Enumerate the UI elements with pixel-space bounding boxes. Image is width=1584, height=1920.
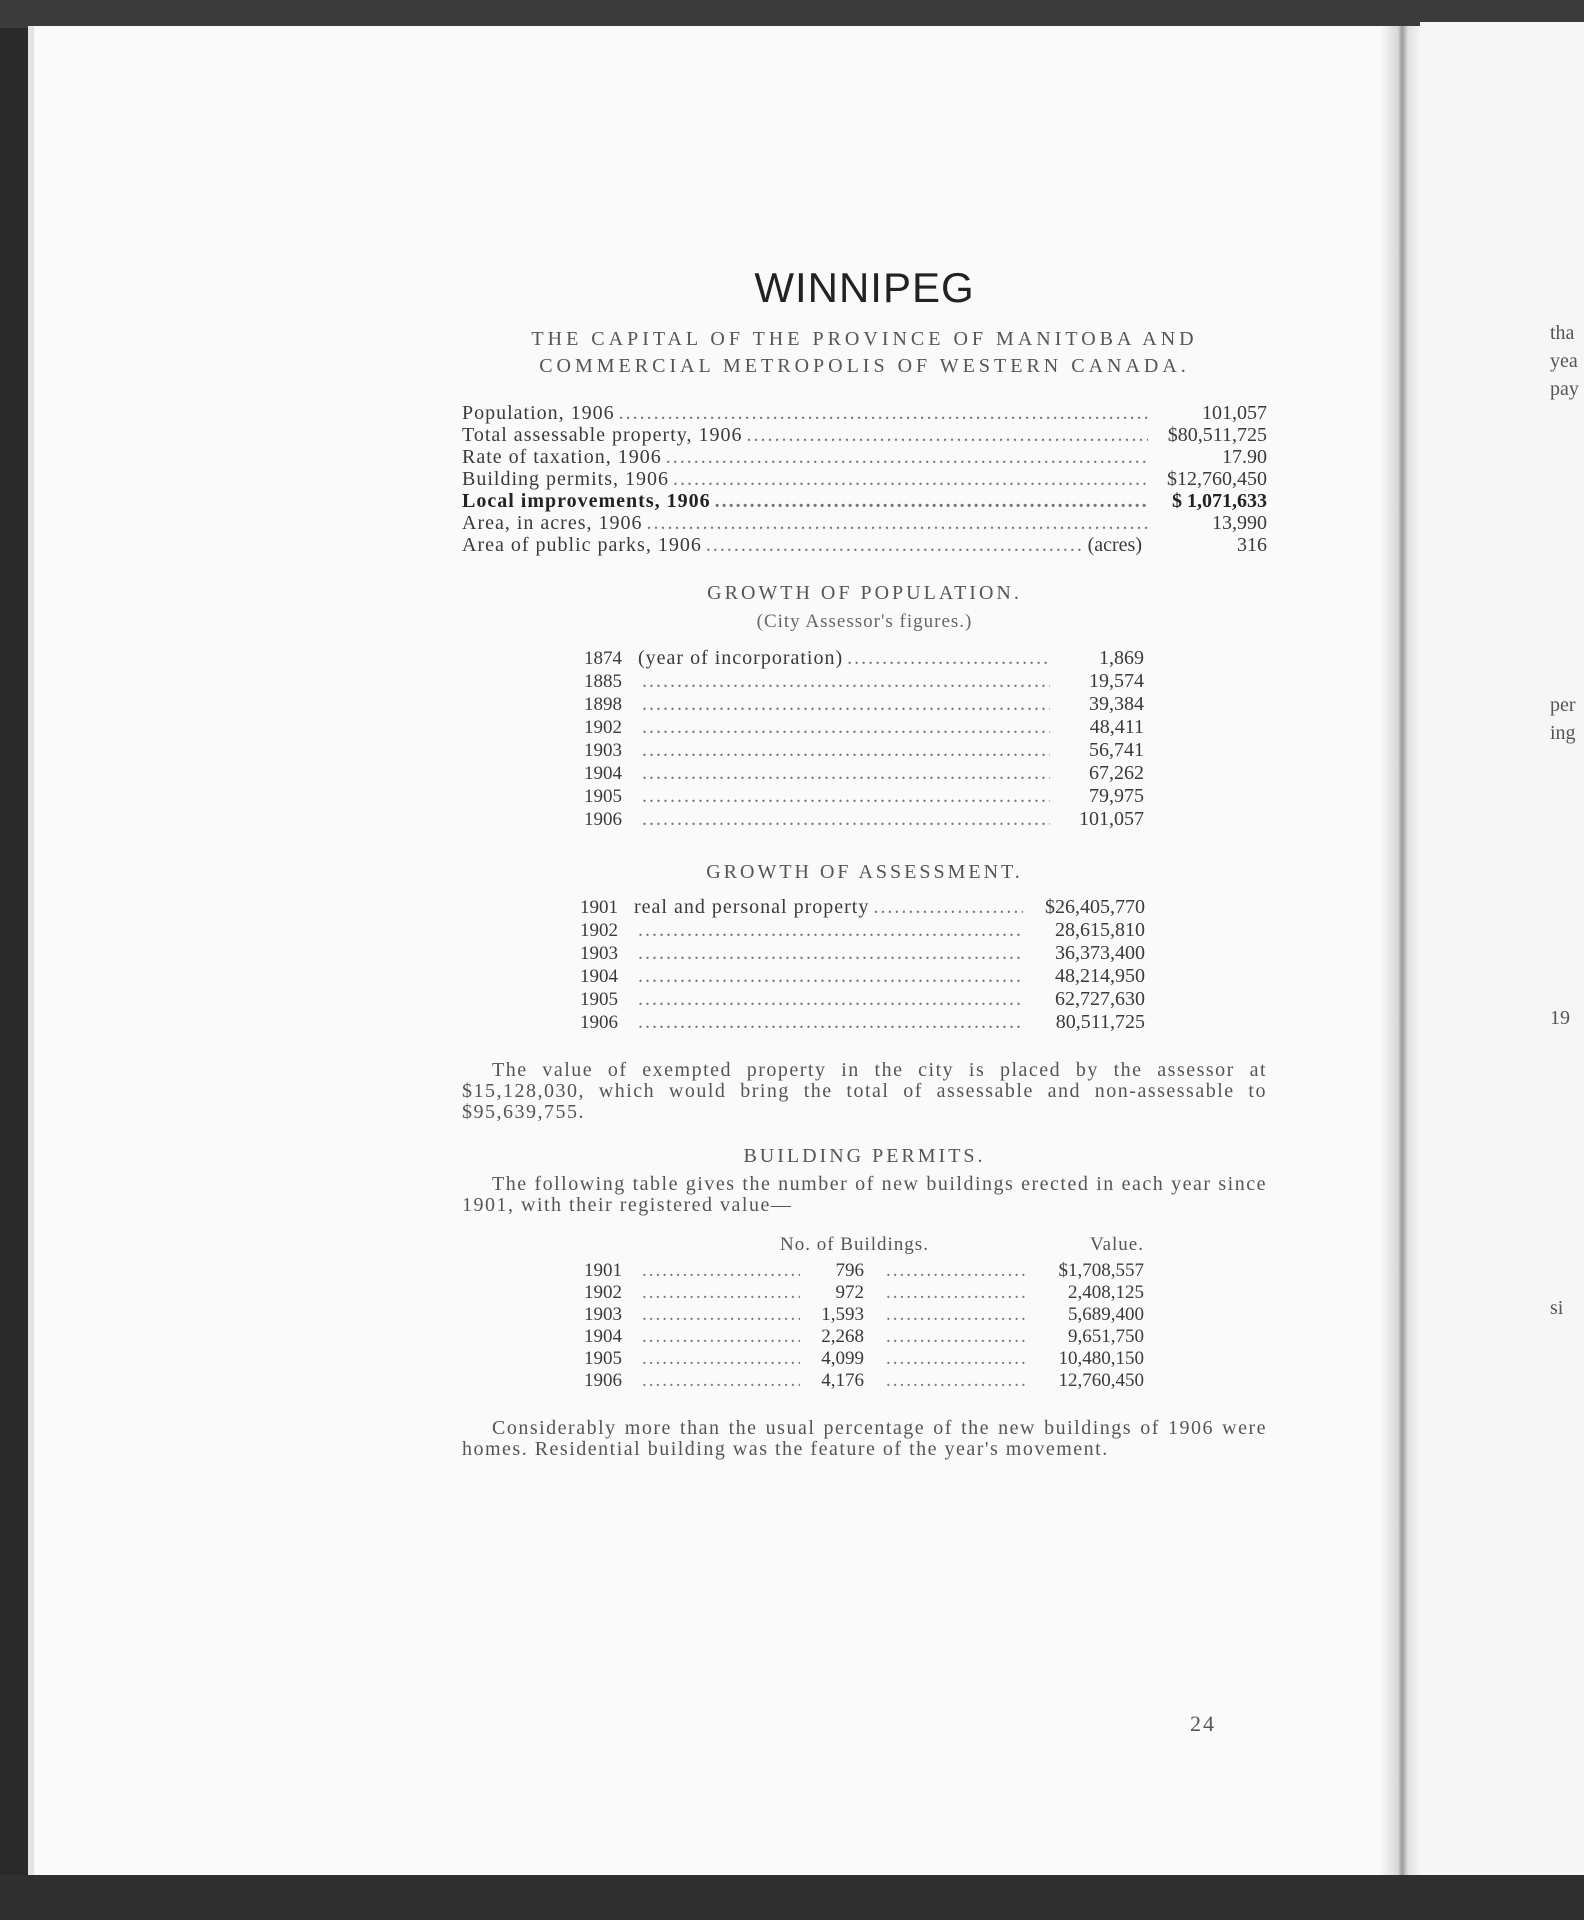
value-cell: 1,869: [1099, 647, 1144, 669]
value-cell: $26,405,770: [1045, 896, 1145, 918]
permits-column-headers: [584, 1234, 1144, 1256]
year-cell: 1904: [584, 763, 622, 784]
population-heading: GROWTH OF POPULATION.: [707, 582, 1022, 604]
stat-value: $80,511,725: [1167, 424, 1267, 446]
subtitle-line-1: THE CAPITAL OF THE PROVINCE OF MANITOBA AND: [531, 328, 1198, 350]
assessment-row: [580, 942, 1145, 965]
permit-row: [584, 1348, 1144, 1370]
leader-dots: [642, 1370, 800, 1392]
value-cell: 10,480,150: [1058, 1348, 1144, 1369]
stat-row: [462, 446, 1267, 468]
year-cell: 1905: [584, 786, 622, 807]
buildings-cell: 1,593: [821, 1304, 864, 1325]
leader-dots: [638, 919, 1023, 941]
permit-row: [584, 1260, 1144, 1282]
leader-dots: [642, 1326, 800, 1348]
assessment-table: [580, 896, 1145, 1034]
leader-dots: [673, 468, 1148, 490]
stat-label: Building permits, 1906: [462, 468, 669, 490]
leader-dots: [647, 512, 1149, 534]
page-content: [462, 256, 1267, 1736]
population-table: [584, 647, 1144, 831]
leader-dots: [886, 1348, 1026, 1370]
page-title: WINNIPEG: [754, 264, 975, 311]
stat-label: Total assessable property, 1906: [462, 424, 743, 446]
year-cell: 1902: [584, 1282, 622, 1303]
stat-label: Rate of taxation, 1906: [462, 446, 662, 468]
adjacent-fragment: pay: [1550, 378, 1579, 400]
year-cell: 1898: [584, 694, 622, 715]
year-cell: 1901: [580, 897, 618, 918]
population-row: [584, 647, 1144, 670]
population-row: [584, 762, 1144, 785]
leader-dots: [886, 1282, 1026, 1304]
assessment-row: [580, 1011, 1145, 1034]
leader-dots: [638, 1011, 1023, 1033]
value-cell: 36,373,400: [1055, 942, 1145, 964]
year-cell: 1904: [584, 1326, 622, 1347]
leader-dots: [642, 1348, 800, 1370]
assessment-heading: GROWTH OF ASSESSMENT.: [706, 861, 1023, 883]
leader-dots: [886, 1326, 1026, 1348]
population-subheading: (City Assessor's figures.): [756, 611, 973, 632]
value-cell: 48,411: [1089, 716, 1144, 738]
leader-dots: [619, 402, 1148, 424]
value-cell: 12,760,450: [1058, 1370, 1144, 1391]
col-value-header: Value.: [1089, 1234, 1144, 1255]
year-cell: 1906: [580, 1012, 618, 1033]
adjacent-fragment: 19: [1550, 1007, 1570, 1029]
assessment-row: [580, 919, 1145, 942]
leader-dots: [886, 1370, 1026, 1392]
leader-dots: [642, 739, 1050, 761]
year-cell: 1903: [584, 740, 622, 761]
population-row: [584, 670, 1144, 693]
stat-value: $12,760,450: [1167, 468, 1267, 490]
year-cell: 1905: [580, 989, 618, 1010]
stat-value: 17.90: [1222, 446, 1267, 468]
value-cell: 80,511,725: [1055, 1011, 1145, 1033]
population-row: [584, 785, 1144, 808]
year-cell: 1901: [584, 1260, 622, 1281]
summary-stats: [462, 402, 1267, 556]
adjacent-page: [1420, 22, 1584, 1880]
leader-dots: [642, 1260, 800, 1282]
year-cell: 1903: [580, 943, 618, 964]
leader-dots: [706, 534, 1084, 556]
permits-intro: The following table gives the number of new buildings erected in each year since 1901, with their registered value—: [462, 1173, 1267, 1216]
value-cell: 9,651,750: [1068, 1326, 1144, 1347]
permits-table: [584, 1260, 1144, 1392]
leader-dots: [886, 1304, 1026, 1326]
value-cell: 56,741: [1089, 739, 1144, 761]
closing-paragraph: Considerably more than the usual percentage of the new buildings of 1906 were homes. Residential building was the feature of the year's movement.: [462, 1417, 1267, 1460]
adjacent-fragment: si: [1550, 1297, 1564, 1319]
leader-dots: [642, 785, 1050, 807]
stat-label: Area, in acres, 1906: [462, 512, 643, 534]
assessment-row: [580, 896, 1145, 919]
stat-row: [462, 534, 1267, 556]
row-label: real and personal property: [634, 896, 870, 918]
value-cell: 5,689,400: [1068, 1304, 1144, 1325]
value-cell: 39,384: [1089, 693, 1144, 715]
scan-border-top: [0, 0, 1584, 28]
leader-dots: [886, 1260, 1026, 1282]
leader-dots: [642, 670, 1050, 692]
year-cell: 1902: [584, 717, 622, 738]
year-cell: 1902: [580, 920, 618, 941]
adjacent-fragment: ing: [1550, 722, 1576, 744]
value-cell: 48,214,950: [1055, 965, 1145, 987]
value-cell: 19,574: [1089, 670, 1144, 692]
permit-row: [584, 1304, 1144, 1326]
stat-value: $ 1,071,633: [1172, 490, 1267, 512]
buildings-cell: 796: [835, 1260, 864, 1281]
stat-label: Local improvements, 1906: [462, 490, 711, 512]
leader-dots: [642, 808, 1050, 830]
exempt-paragraph: The value of exempted property in the city is placed by the assessor at $15,128,030, which would bring the total of assessable and non-assessable to $95,639,755.: [462, 1059, 1267, 1123]
permit-row: [584, 1326, 1144, 1348]
leader-dots: [873, 896, 1023, 918]
population-row: [584, 693, 1144, 716]
page-subtitle: [462, 326, 1267, 380]
stat-row: [462, 402, 1267, 424]
leader-dots: [642, 693, 1050, 715]
leader-dots: [642, 762, 1050, 784]
leader-dots: [638, 942, 1023, 964]
stat-note: (acres): [1087, 534, 1142, 556]
stat-label: Population, 1906: [462, 402, 615, 424]
value-cell: 67,262: [1089, 762, 1144, 784]
adjacent-fragment: yea: [1550, 350, 1578, 372]
population-row: [584, 808, 1144, 831]
buildings-cell: 4,176: [821, 1370, 864, 1391]
row-label: (year of incorporation): [638, 647, 844, 669]
leader-dots: [642, 1282, 800, 1304]
adjacent-fragment: tha: [1550, 322, 1575, 344]
value-cell: 101,057: [1079, 808, 1144, 830]
year-cell: 1885: [584, 671, 622, 692]
year-cell: 1905: [584, 1348, 622, 1369]
subtitle-line-2: COMMERCIAL METROPOLIS OF WESTERN CANADA.: [539, 355, 1190, 377]
stat-label: Area of public parks, 1906: [462, 534, 702, 556]
book-page: [28, 26, 1416, 1879]
page-number: 24: [1190, 1711, 1216, 1736]
scan-border-bottom: [0, 1875, 1584, 1920]
col-buildings-header: No. of Buildings.: [780, 1234, 929, 1255]
leader-dots: [666, 446, 1148, 468]
permits-heading: BUILDING PERMITS.: [743, 1145, 986, 1167]
leader-dots: [746, 424, 1148, 446]
stat-row: [462, 490, 1267, 512]
assessment-row: [580, 965, 1145, 988]
leader-dots: [847, 647, 1050, 669]
permit-row: [584, 1370, 1144, 1392]
leader-dots: [638, 988, 1023, 1010]
value-cell: 62,727,630: [1055, 988, 1145, 1010]
buildings-cell: 972: [835, 1282, 864, 1303]
value-cell: 28,615,810: [1055, 919, 1145, 941]
book-gutter: [1380, 26, 1420, 1879]
value-cell: 79,975: [1089, 785, 1144, 807]
leader-dots: [642, 716, 1050, 738]
population-row: [584, 739, 1144, 762]
leader-dots: [715, 490, 1148, 512]
leader-dots: [642, 1304, 800, 1326]
year-cell: 1903: [584, 1304, 622, 1325]
adjacent-fragment: per: [1550, 694, 1576, 716]
value-cell: 2,408,125: [1068, 1282, 1144, 1303]
year-cell: 1906: [584, 1370, 622, 1391]
stat-value: 13,990: [1212, 512, 1267, 534]
population-row: [584, 716, 1144, 739]
year-cell: 1904: [580, 966, 618, 987]
stat-row: [462, 512, 1267, 534]
stat-value: 101,057: [1202, 402, 1267, 424]
year-cell: 1874: [584, 648, 622, 669]
year-cell: 1906: [584, 809, 622, 830]
buildings-cell: 2,268: [821, 1326, 864, 1347]
stat-value: 316: [1237, 534, 1267, 556]
assessment-row: [580, 988, 1145, 1011]
leader-dots: [638, 965, 1023, 987]
stat-row: [462, 468, 1267, 490]
value-cell: $1,708,557: [1058, 1260, 1144, 1281]
permit-row: [584, 1282, 1144, 1304]
stat-row: [462, 424, 1267, 446]
buildings-cell: 4,099: [821, 1348, 864, 1369]
